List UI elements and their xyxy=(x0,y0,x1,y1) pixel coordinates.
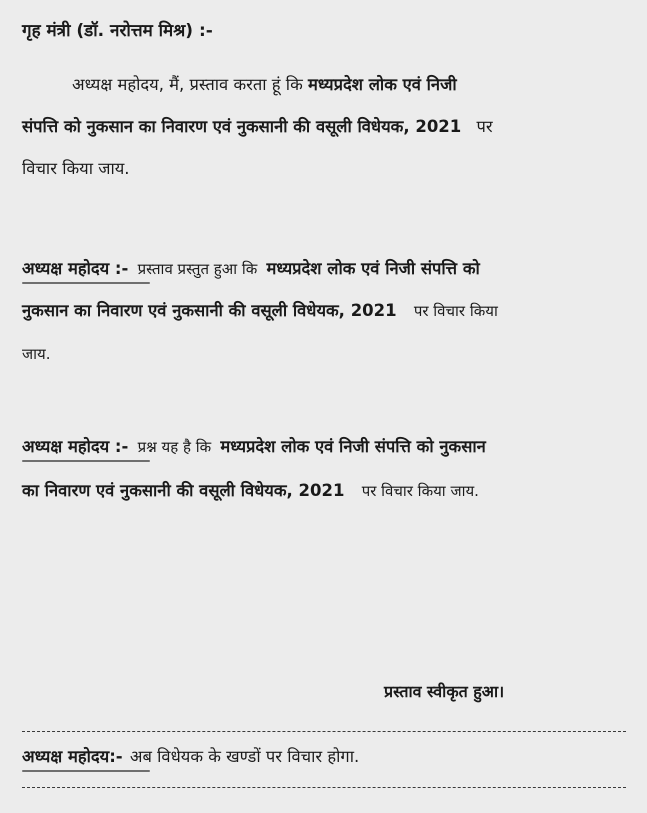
para2-line2 xyxy=(22,300,498,322)
para3-line1-text: प्रश्न यह है कि xyxy=(137,438,212,456)
para3-line2-bill: का निवारण एवं नुकसानी की वसूली विधेयक, 2021 xyxy=(22,481,345,500)
para1-line1-bill: मध्यप्रदेश लोक एवं निजी xyxy=(307,75,457,94)
para1-line1 xyxy=(72,74,457,96)
speaker-underline xyxy=(22,770,150,772)
para3-line1-bill: मध्यप्रदेश लोक एवं निजी संपत्ति को नुकसान xyxy=(220,437,486,456)
para2-line1-text: प्रस्ताव प्रस्तुत हुआ कि xyxy=(137,260,258,278)
para1-line2 xyxy=(22,116,493,138)
para3-line2 xyxy=(22,480,479,502)
para2-speaker: अध्यक्ष महोदय :- xyxy=(22,259,129,278)
para1-line2-text: पर xyxy=(476,117,493,136)
para3-speaker: अध्यक्ष महोदय :- xyxy=(22,437,129,456)
para1-line2-bill: संपत्ति को नुकसान का निवारण एवं नुकसानी की वसूली विधेयक, 2021 xyxy=(22,117,462,136)
para3-line2-text: पर विचार किया जाय. xyxy=(361,482,479,500)
para2-line2-bill: नुकसान का निवारण एवं नुकसानी की वसूली विधेयक, 2021 xyxy=(22,301,397,320)
para2-line1-bill: मध्यप्रदेश लोक एवं निजी संपत्ति को xyxy=(266,259,480,278)
para2-line2-text: पर विचार किया xyxy=(413,302,498,320)
para1-line1-text: अध्यक्ष महोदय, मैं, प्रस्ताव करता हूं कि xyxy=(72,75,308,94)
speaker-underline xyxy=(22,460,150,462)
dashed-divider xyxy=(22,731,626,732)
para2-line3: जाय. xyxy=(22,345,51,363)
para2-line1 xyxy=(22,258,480,280)
motion-accepted: प्रस्ताव स्वीकृत हुआ। xyxy=(384,682,505,701)
para1-line3: विचार किया जाय. xyxy=(22,159,130,178)
dashed-divider xyxy=(22,787,626,788)
speaker-underline xyxy=(22,282,150,284)
footer-speaker: अध्यक्ष महोदय:- xyxy=(22,747,123,766)
heading-home-minister: गृह मंत्री (डॉ. नरोत्तम मिश्र) :- xyxy=(22,21,213,41)
footer-text: अब विधेयक के खण्डों पर विचार होगा. xyxy=(129,747,360,766)
footer-line xyxy=(22,746,359,768)
para3-line1 xyxy=(22,436,486,458)
